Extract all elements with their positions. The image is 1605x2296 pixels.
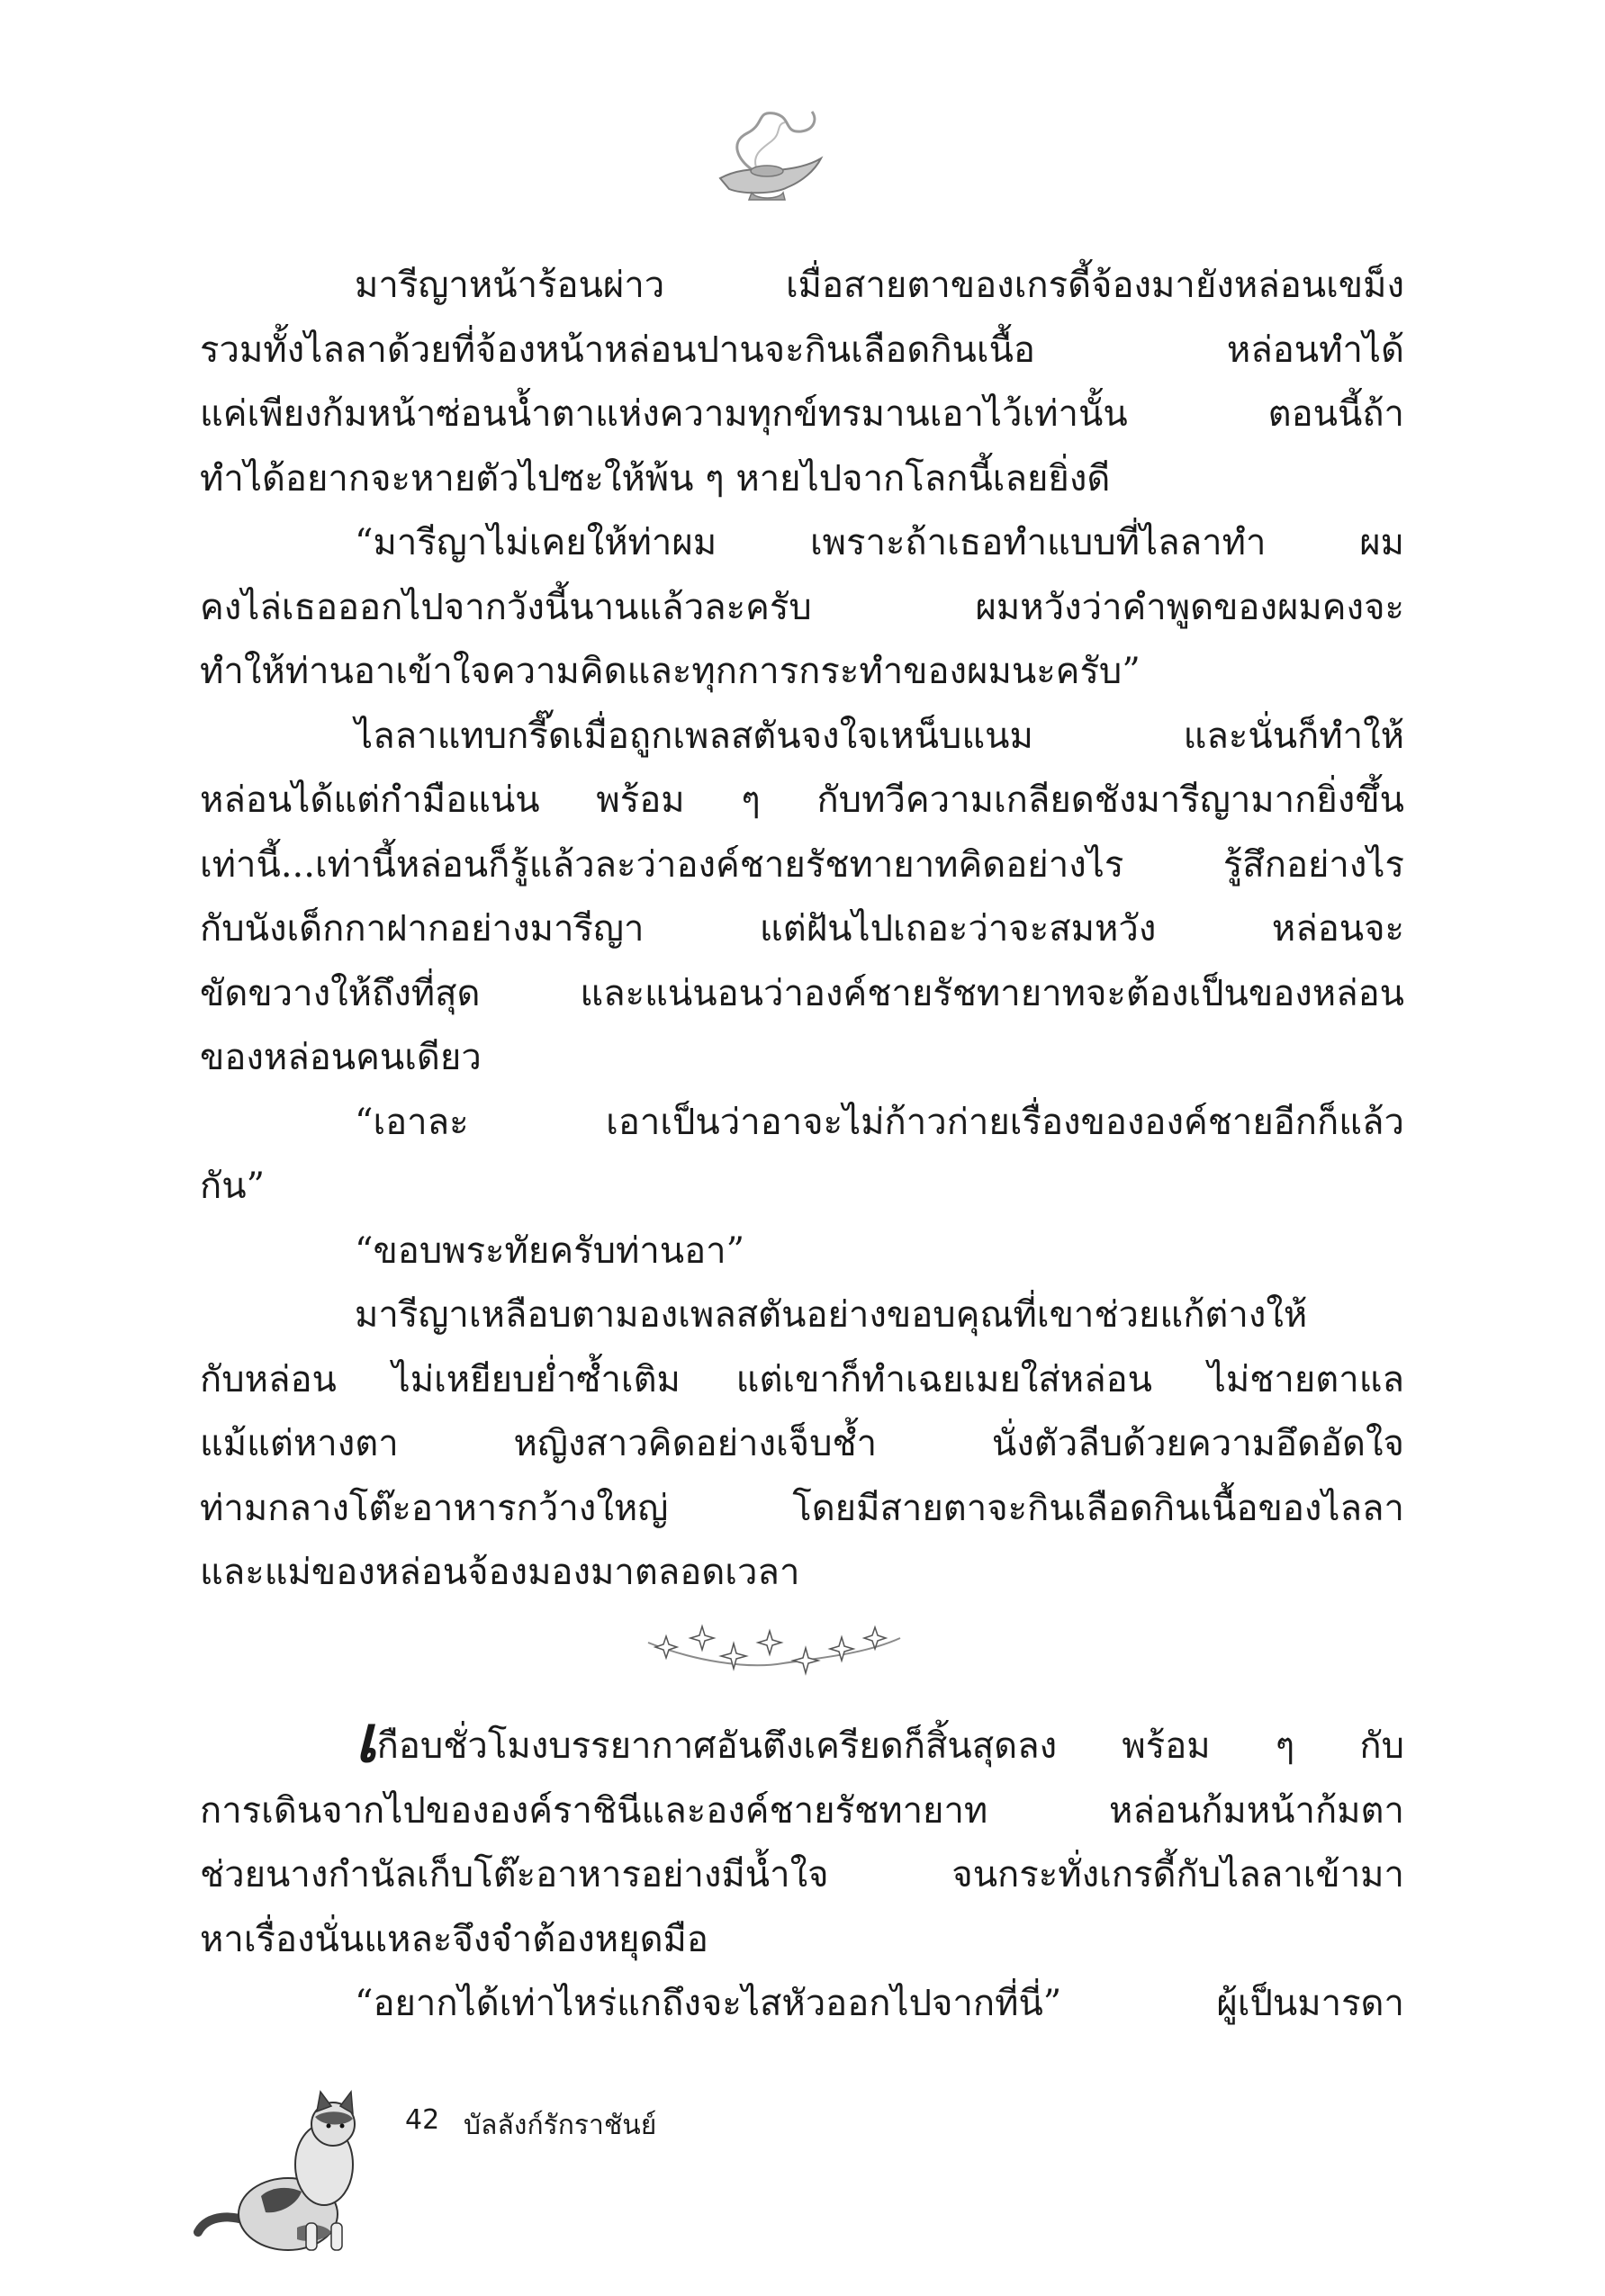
paragraph-line: ไลลาแทบกรี๊ดเมื่อถูกเพลสตันจงใจเหน็บแนม และนั่นก็ทำให้ — [355, 715, 1404, 757]
paragraph-line: และแม่ของหล่อนจ้องมองมาตลอดเวลา — [200, 1552, 800, 1593]
paragraph-line: กัน” — [200, 1166, 266, 1207]
paragraph-line: กับนังเด็กกาฝากอย่างมารีญา แต่ฝันไปเถอะว่าจะสมหวัง หล่อนจะ — [200, 908, 1404, 950]
paragraph-line: “ขอบพระทัยครับท่านอา” — [355, 1229, 745, 1272]
paragraph-line: ของหล่อนคนเดียว — [200, 1037, 482, 1078]
paragraph-line: แม้แต่หางตา หญิงสาวคิดอย่างเจ็บช้ำ นั่งตัวลีบด้วยความอึดอัดใจ — [200, 1423, 1404, 1464]
book-title: บัลลังก์รักราชันย์ — [464, 2110, 657, 2141]
paragraph-line: รวมทั้งไลลาด้วยที่จ้องหน้าหล่อนปานจะกินเลือดกินเนื้อ หล่อนทำได้ — [200, 329, 1404, 371]
paragraph-line: มารีญาเหลือบตามองเพลสตันอย่างขอบคุณที่เขาช่วยแก้ต่างให้ — [355, 1294, 1308, 1336]
paragraph-line-with-dropcap — [200, 1715, 1404, 1779]
paragraph-line: ขัดขวางให้ถึงที่สุด และแน่นอนว่าองค์ชายรัชทายาทจะต้องเป็นของหล่อน — [200, 972, 1404, 1014]
section-two-text — [200, 1715, 1404, 2037]
body-text-block — [200, 254, 1404, 1606]
paragraph-line: ช่วยนางกำนัลเก็บโต๊ะอาหารอย่างมีน้ำใจ จนกระทั่งเกรดี้กับไลลาเข้ามา — [200, 1854, 1404, 1895]
paragraph-line: ทำได้อยากจะหายตัวไปซะให้พ้น ๆ หายไปจากโลกนี้เลยยิ่งดี — [200, 457, 1111, 500]
paragraph-line: “มารีญาไม่เคยให้ท่าผม เพราะถ้าเธอทำแบบที่ไลลาทำ ผม — [355, 522, 1404, 563]
paragraph-line: ท่ามกลางโต๊ะอาหารกว้างใหญ่ โดยมีสายตาจะกินเลือดกินเนื้อของไลลา — [200, 1487, 1404, 1529]
paragraph-line: เท่านี้...เท่านี้หล่อนก็รู้แล้วละว่าองค์ชายรัชทายาทคิดอย่างไร รู้สึกอย่างไร — [200, 843, 1404, 886]
flower-garland-icon — [639, 1611, 909, 1683]
magic-lamp-icon — [702, 106, 828, 214]
page-number: 42 — [405, 2104, 440, 2136]
dropcap: เ — [355, 1715, 377, 1777]
paragraph-line: หาเรื่องนั่นแหละจึงจำต้องหยุดมือ — [200, 1918, 708, 1960]
paragraph-line: แค่เพียงก้มหน้าซ่อนน้ำตาแห่งความทุกข์ทรมานเอาไว้เท่านั้น ตอนนี้ถ้า — [200, 393, 1404, 435]
paragraph-line: “อยากได้เท่าไหร่แกถึงจะไสหัวออกไปจากที่นี่” ผู้เป็นมารดา — [355, 1983, 1404, 2024]
cat-icon — [189, 2079, 396, 2259]
dropcap-line-rest: กือบชั่วโมงบรรยากาศอันตึงเครียดก็สิ้นสุดลง พร้อม ๆ กับ — [376, 1725, 1404, 1767]
paragraph-line: กับหล่อน ไม่เหยียบย่ำซ้ำเติม แต่เขาก็ทำเฉยเมยใส่หล่อน ไม่ชายตาแล — [200, 1358, 1404, 1400]
paragraph-line: หล่อนได้แต่กำมือแน่น พร้อม ๆ กับทวีความเกลียดชังมารีญามากยิ่งขึ้น — [200, 779, 1404, 821]
paragraph-line: “เอาละ เอาเป็นว่าอาจะไม่ก้าวก่ายเรื่องขององค์ชายอีกก็แล้ว — [355, 1101, 1404, 1143]
paragraph-line: ทำให้ท่านอาเข้าใจความคิดและทุกการกระทำของผมนะครับ” — [200, 651, 1141, 692]
paragraph-line: คงไล่เธอออกไปจากวังนี้นานแล้วละครับ ผมหวังว่าคำพูดของผมคงจะ — [200, 586, 1404, 628]
paragraph-line: มารีญาหน้าร้อนผ่าว เมื่อสายตาของเกรดี้จ้องมายังหล่อนเขม็ง — [355, 265, 1404, 306]
paragraph-line: การเดินจากไปขององค์ราชินีและองค์ชายรัชทายาท หล่อนก้มหน้าก้มตา — [200, 1789, 1404, 1832]
